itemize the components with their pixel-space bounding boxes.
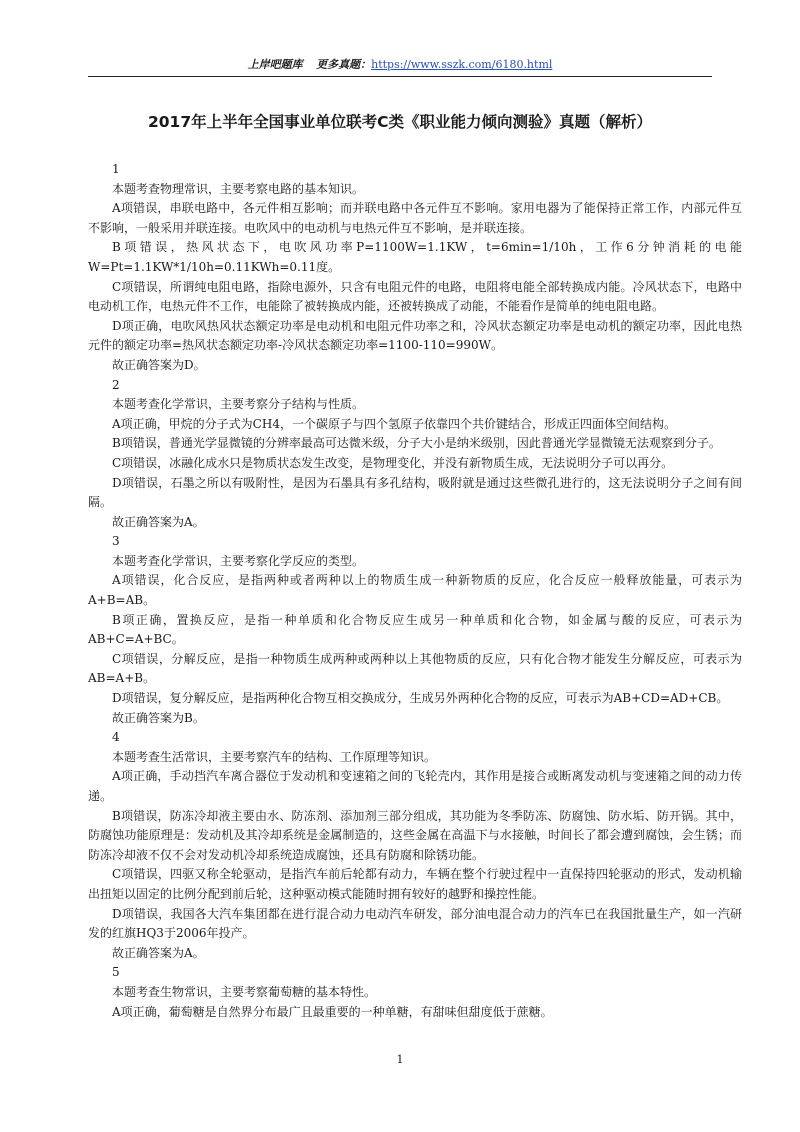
question-paragraph: A项正确，葡萄糖是自然界分布最广且最重要的一种单糖，有甜味但甜度低于蔗糖。 bbox=[112, 1004, 553, 1019]
question-paragraph: C项错误，所谓纯电阻电路，指除电源外，只含有电阻元件的电路，电阻将电能全部转换成内能。冷风状态下，电路中电动机工作，电热元件不工作，电能除了被转换成内能，还被转换成了动能，不能看作是简单的纯电阻电路。 bbox=[88, 279, 742, 314]
question-paragraph: D项错误，复分解反应，是指两种化合物互相交换成分，生成另外两种化合物的反应，可表示为AB+CD=AD+CB。 bbox=[112, 691, 729, 706]
page-number: 1 bbox=[396, 1053, 404, 1066]
question-paragraph: 本题考查化学常识，主要考察分子结构与性质。 bbox=[112, 397, 365, 412]
question-number: 3 bbox=[112, 534, 120, 549]
question-paragraph: B项正确，置换反应，是指一种单质和化合物反应生成另一种单质和化合物，如金属与酸的反应，可表示为AB+C=A+BC。 bbox=[88, 612, 742, 647]
question-paragraph: 本题考查物理常识，主要考察电路的基本知识。 bbox=[112, 181, 365, 196]
question-paragraph: A项正确，甲烷的分子式为CH4，一个碳原子与四个氢原子依靠四个共价键结合，形成正四面体空间结构。 bbox=[112, 416, 676, 431]
site-name: 上岸吧题库 bbox=[247, 58, 303, 71]
header-divider bbox=[88, 76, 712, 77]
header-url-link[interactable]: https://www.sszk.com/6180.html bbox=[371, 58, 553, 71]
question-number: 4 bbox=[112, 730, 120, 745]
answer-line: 故正确答案为D。 bbox=[112, 357, 206, 372]
question-paragraph: D项正确，电吹风热风状态额定功率是电动机和电阻元件功率之和，冷风状态额定功率是电动机的额定功率，因此电热元件的额定功率=热风状态额定功率-冷风状态额定功率=1100-110=990W。 bbox=[88, 318, 742, 353]
question-paragraph: C项错误，冰融化成水只是物质状态发生改变，是物理变化，并没有新物质生成，无法说明分子可以再分。 bbox=[112, 455, 674, 470]
question-paragraph: B项错误，防冻冷却液主要由水、防冻剂、添加剂三部分组成，其功能为冬季防冻、防腐蚀、防水垢、防开锅。其中，防腐蚀功能原理是：发动机及其冷却系统是金属制造的，这些金属在高温下与水接触，时间长了都会遭到腐蚀，会生锈；而防冻冷却液不仅不会对发动机冷却系统造成腐蚀，还具有防腐和除锈功能。 bbox=[88, 808, 742, 862]
answer-line: 故正确答案为A。 bbox=[112, 514, 205, 529]
question-number: 1 bbox=[112, 162, 120, 176]
answer-line: 故正确答案为A。 bbox=[112, 945, 205, 960]
page-header bbox=[0, 56, 800, 72]
question-paragraph: A项错误，串联电路中，各元件相互影响；而并联电路中各元件互不影响。家用电器为了能保持正常工作，内部元件互不影响，一般采用并联连接。电吹风中的电动机与电热元件互不影响，是并联连接。 bbox=[88, 201, 742, 235]
question-paragraph: B项错误，热风状态下，电吹风功率P=1100W=1.1KW，t=6min=1/10h，工作6分钟消耗的电能W=Pt=1.1KW*1/10h=0.11KWh=0.11度。 bbox=[88, 240, 742, 274]
question-paragraph: 本题考查生物常识，主要考察葡萄糖的基本特性。 bbox=[112, 984, 377, 999]
question-paragraph: C项错误，分解反应，是指一种物质生成两种或两种以上其他物质的反应，只有化合物才能发生分解反应，可表示为AB=A+B。 bbox=[88, 651, 742, 686]
question-number: 5 bbox=[112, 965, 120, 980]
more-questions-label: 更多真题： bbox=[316, 58, 372, 71]
question-paragraph: A项正确，手动挡汽车离合器位于发动机和变速箱之间的飞轮壳内，其作用是接合或断离发动机与变速箱之间的动力传递。 bbox=[88, 769, 742, 803]
question-paragraph: C项错误，四驱又称全轮驱动，是指汽车前后轮都有动力，车辆在整个行驶过程中一直保持四轮驱动的形式，发动机输出扭矩以固定的比例分配到前后轮，这种驱动模式能随时拥有较好的越野和操控性能。 bbox=[88, 867, 742, 901]
answer-line: 故正确答案为B。 bbox=[112, 710, 205, 725]
question-paragraph: 本题考查化学常识，主要考察化学反应的类型。 bbox=[112, 553, 365, 568]
question-paragraph: 本题考查生活常识，主要考察汽车的结构、工作原理等知识。 bbox=[112, 749, 437, 764]
question-paragraph: A项错误，化合反应，是指两种或者两种以上的物质生成一种新物质的反应，化合反应一般释放能量，可表示为A+B=AB。 bbox=[88, 573, 742, 608]
question-paragraph: D项错误，石墨之所以有吸附性，是因为石墨具有多孔结构，吸附就是通过这些微孔进行的，这无法说明分子之间有间隔。 bbox=[88, 475, 742, 510]
document-body bbox=[88, 160, 742, 1022]
question-paragraph: B项错误，普通光学显微镜的分辨率最高可达微米级，分子大小是纳米级别，因此普通光学显微镜无法观察到分子。 bbox=[112, 436, 721, 451]
document-title: 2017年上半年全国事业单位联考C类《职业能力倾向测验》真题（解析） bbox=[147, 113, 653, 131]
question-paragraph: D项错误，我国各大汽车集团都在进行混合动力电动汽车研发，部分油电混合动力的汽车已在我国批量生产，如一汽研发的红旗HQ3于2006年投产。 bbox=[88, 906, 742, 941]
question-number: 2 bbox=[112, 377, 120, 392]
